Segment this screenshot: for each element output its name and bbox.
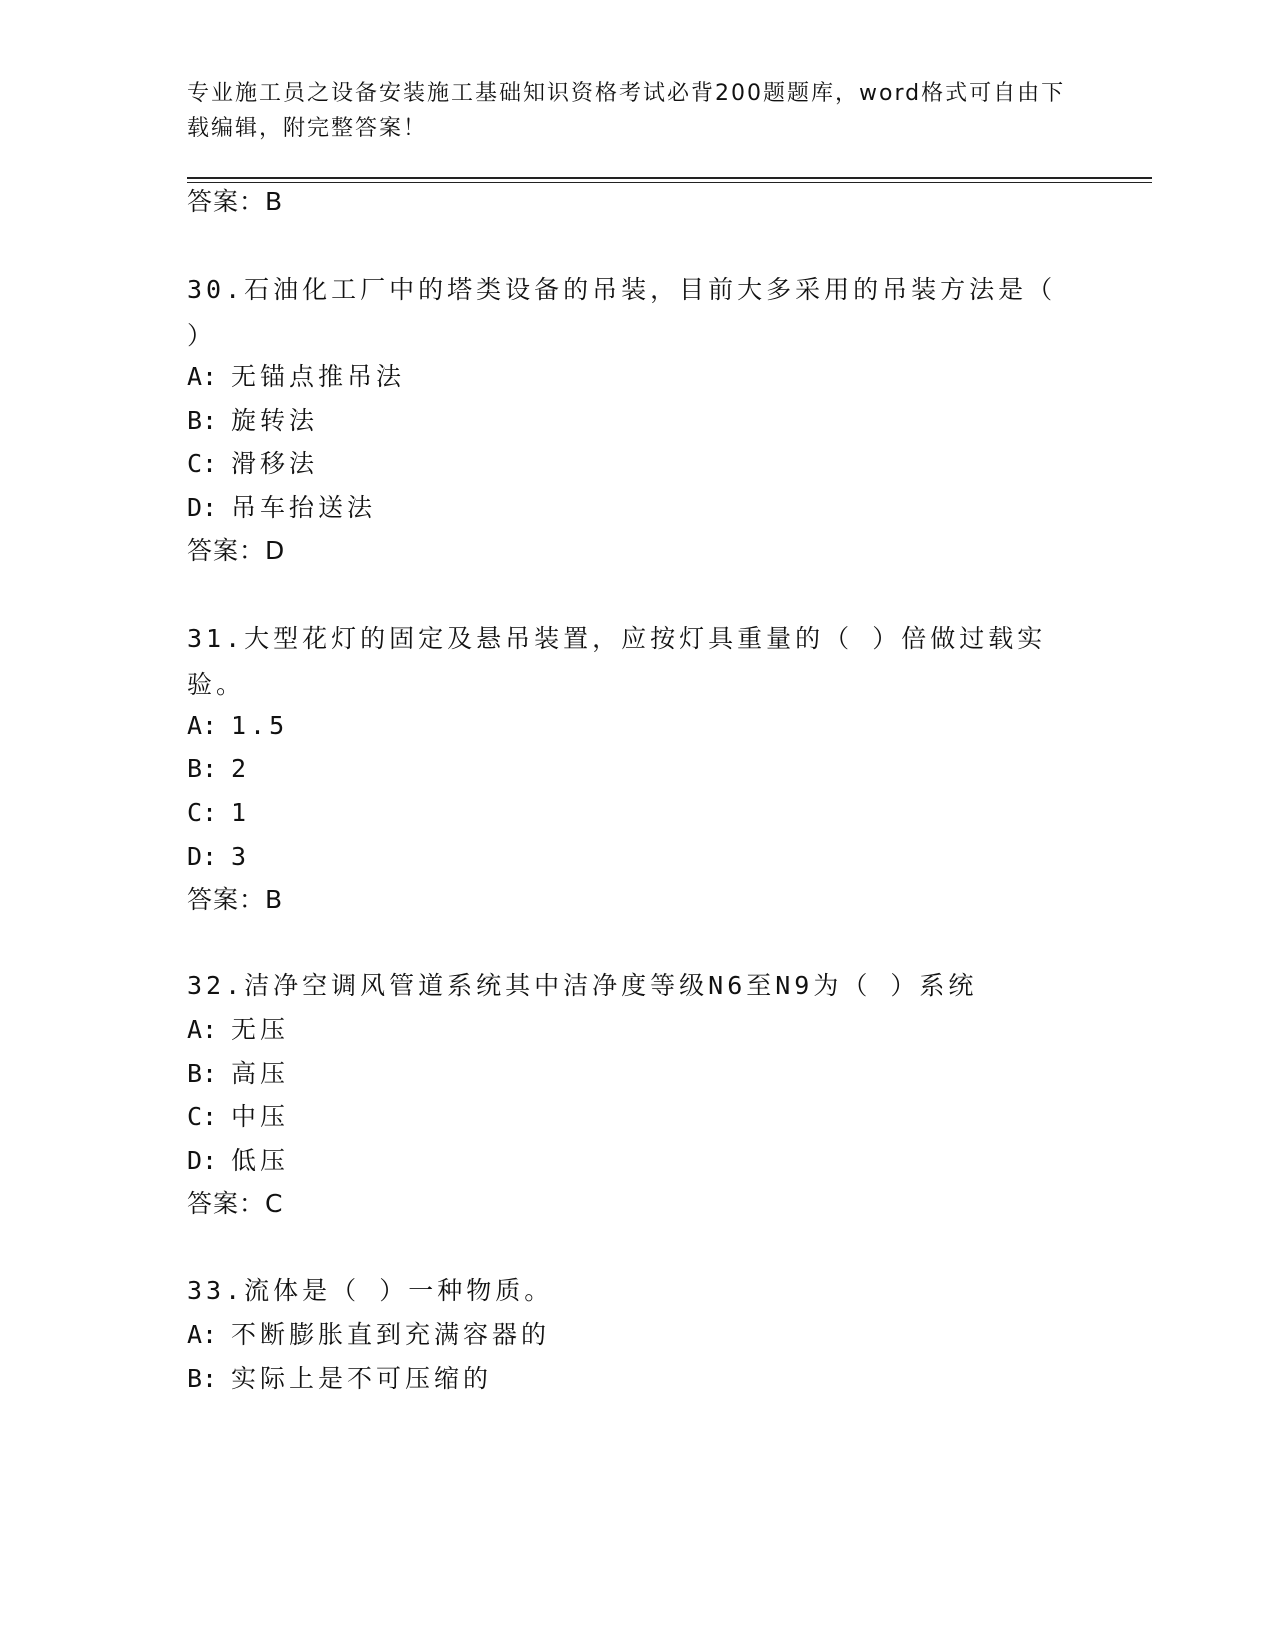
option-label: A: xyxy=(187,1320,218,1349)
option-d xyxy=(187,842,250,872)
option-label: C: xyxy=(187,798,218,827)
option-b xyxy=(187,406,318,436)
header-divider-thick xyxy=(187,177,1152,179)
option-text: 实际上是不可压缩的 xyxy=(231,1364,493,1393)
option-text: 高压 xyxy=(231,1059,290,1088)
option-c xyxy=(187,1102,289,1132)
option-a xyxy=(187,711,288,741)
option-label: B: xyxy=(187,406,218,435)
option-c xyxy=(187,798,250,828)
question-stem-33: 33.流体是（ ）一种物质。 xyxy=(187,1276,554,1305)
option-label: C: xyxy=(187,449,218,478)
question-stem-32: 32.洁净空调风管道系统其中洁净度等级N6至N9为（ ）系统 xyxy=(187,971,978,1000)
answer-32: 答案：C xyxy=(187,1189,284,1218)
option-text: 滑移法 xyxy=(231,449,319,478)
option-b xyxy=(187,1059,289,1089)
previous-answer: 答案：B xyxy=(187,187,284,216)
option-text: 2 xyxy=(231,754,251,783)
option-a xyxy=(187,1320,550,1350)
question-stem-31: 31.大型花灯的固定及悬吊装置，应按灯具重量的（ ）倍做过载实验。 xyxy=(187,624,1047,699)
option-text: 无锚点推吊法 xyxy=(231,362,406,391)
option-text: 1 xyxy=(231,798,251,827)
option-label: B: xyxy=(187,1059,218,1088)
option-text: 1.5 xyxy=(231,711,289,740)
option-text: 3 xyxy=(231,842,251,871)
option-text: 不断膨胀直到充满容器的 xyxy=(231,1320,551,1349)
option-text: 中压 xyxy=(231,1102,290,1131)
option-text: 吊车抬送法 xyxy=(231,493,377,522)
option-text: 无压 xyxy=(231,1015,290,1044)
answer-30: 答案：D xyxy=(187,536,286,565)
option-c xyxy=(187,449,318,479)
document-page xyxy=(187,0,1152,1650)
answer-31: 答案：B xyxy=(187,885,284,914)
option-label: A: xyxy=(187,1015,218,1044)
option-label: D: xyxy=(187,493,218,522)
option-label: D: xyxy=(187,842,218,871)
header-divider-thin xyxy=(187,182,1152,183)
question-stem-30: 30.石油化工厂中的塔类设备的吊装，目前大多采用的吊装方法是（ ） xyxy=(187,275,1057,350)
option-text: 低压 xyxy=(231,1146,290,1175)
option-b xyxy=(187,754,250,784)
option-label: B: xyxy=(187,754,218,783)
document-header-title: 专业施工员之设备安装施工基础知识资格考试必背200题题库，word格式可自由下载编辑，附完整答案！ xyxy=(187,81,1066,141)
option-d xyxy=(187,1146,289,1176)
option-label: C: xyxy=(187,1102,218,1131)
option-b xyxy=(187,1364,492,1394)
option-label: D: xyxy=(187,1146,218,1175)
option-text: 旋转法 xyxy=(231,406,319,435)
option-label: A: xyxy=(187,362,218,391)
option-label: B: xyxy=(187,1364,218,1393)
option-label: A: xyxy=(187,711,218,740)
option-a xyxy=(187,362,405,392)
option-a xyxy=(187,1015,289,1045)
option-d xyxy=(187,493,376,523)
